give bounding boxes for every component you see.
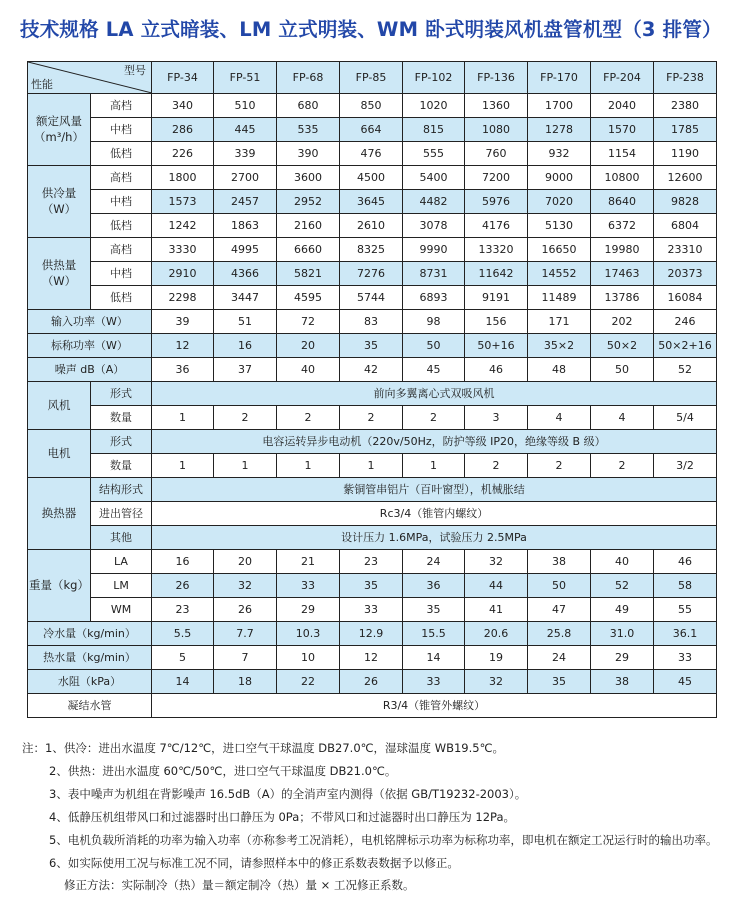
value-cell: 1154 (591, 142, 654, 166)
value-cell: 55 (654, 598, 717, 622)
heating-label (28, 238, 91, 310)
cooling-label (28, 166, 91, 238)
value-cell: 12 (152, 334, 214, 358)
water-resist-row (28, 670, 717, 694)
model-header: FP-204 (591, 62, 654, 94)
exchanger-row (28, 526, 717, 550)
value-cell: 18 (214, 670, 277, 694)
value-cell: 33 (403, 670, 465, 694)
row-label-unit: （W） (41, 274, 77, 288)
value-cell: 32 (465, 550, 528, 574)
level-label: 中档 (91, 262, 152, 286)
value-cell: 47 (528, 598, 591, 622)
value-cell: 1 (340, 454, 403, 478)
row-label-line: 供热量 (41, 258, 77, 272)
value-cell: 1 (152, 454, 214, 478)
heating-row (28, 286, 717, 310)
value-cell: 3600 (277, 166, 340, 190)
value-cell: 1800 (152, 166, 214, 190)
value-cell: 12 (340, 646, 403, 670)
value-cell: 202 (591, 310, 654, 334)
value-cell: 24 (403, 550, 465, 574)
value-cell: 48 (528, 358, 591, 382)
exchanger-other-label: 其他 (91, 526, 152, 550)
value-cell: 1242 (152, 214, 214, 238)
condensate-value: R3/4（锥管外螺纹） (152, 694, 717, 718)
value-cell: 13320 (465, 238, 528, 262)
motor-qty-row (28, 454, 717, 478)
value-cell: 16650 (528, 238, 591, 262)
level-label: 低档 (91, 142, 152, 166)
note-3: 3、表中噪声为机组在背影噪声 16.5dB（A）的全消声室内测得（依据 GB/T19232-2003）。 (49, 787, 527, 801)
value-cell: 2 (340, 406, 403, 430)
value-cell: 6660 (277, 238, 340, 262)
value-cell: 1 (277, 454, 340, 478)
model-header: FP-51 (214, 62, 277, 94)
value-cell: 19 (465, 646, 528, 670)
value-cell: 32 (214, 574, 277, 598)
value-cell: 2952 (277, 190, 340, 214)
value-cell: 14 (403, 646, 465, 670)
value-cell: 3 (465, 406, 528, 430)
cold-water-label: 冷水量（kg/min） (28, 622, 152, 646)
value-cell: 7020 (528, 190, 591, 214)
exchanger-other-value: 设计压力 1.6MPa，试验压力 2.5MPa (152, 526, 717, 550)
weight-type-label: WM (91, 598, 152, 622)
fan-qty-row (28, 406, 717, 430)
value-cell: 11642 (465, 262, 528, 286)
value-cell: 50+16 (465, 334, 528, 358)
value-cell: 5400 (403, 166, 465, 190)
value-cell: 246 (654, 310, 717, 334)
value-cell: 35 (340, 574, 403, 598)
value-cell: 39 (152, 310, 214, 334)
value-cell: 45 (403, 358, 465, 382)
value-cell: 3330 (152, 238, 214, 262)
rated-power-label: 标称功率（W） (28, 334, 152, 358)
value-cell: 4 (591, 406, 654, 430)
value-cell: 7200 (465, 166, 528, 190)
value-cell: 3447 (214, 286, 277, 310)
heating-row (28, 238, 717, 262)
value-cell: 9990 (403, 238, 465, 262)
condensate-row (28, 694, 717, 718)
value-cell: 46 (654, 550, 717, 574)
value-cell: 50 (591, 358, 654, 382)
exchanger-row (28, 502, 717, 526)
value-cell: 7276 (340, 262, 403, 286)
value-cell: 23 (340, 550, 403, 574)
value-cell: 33 (340, 598, 403, 622)
value-cell: 52 (591, 574, 654, 598)
value-cell: 1570 (591, 118, 654, 142)
motor-form-label: 形式 (91, 430, 152, 454)
value-cell: 46 (465, 358, 528, 382)
motor-label: 电机 (28, 430, 91, 478)
note-method: 修正方法：实际制冷（热）量＝额定制冷（热）量 × 工况修正系数。 (64, 878, 415, 892)
exchanger-pipe-label: 进出管径 (91, 502, 152, 526)
cold-water-row (28, 622, 717, 646)
value-cell: 226 (152, 142, 214, 166)
value-cell: 23310 (654, 238, 717, 262)
value-cell: 12.9 (340, 622, 403, 646)
model-header: FP-238 (654, 62, 717, 94)
value-cell: 680 (277, 94, 340, 118)
value-cell: 850 (340, 94, 403, 118)
value-cell: 8325 (340, 238, 403, 262)
value-cell: 20 (214, 550, 277, 574)
value-cell: 33 (654, 646, 717, 670)
value-cell: 83 (340, 310, 403, 334)
value-cell: 6893 (403, 286, 465, 310)
level-label: 高档 (91, 94, 152, 118)
value-cell: 4176 (465, 214, 528, 238)
exchanger-label: 换热器 (28, 478, 91, 550)
value-cell: 390 (277, 142, 340, 166)
value-cell: 14 (152, 670, 214, 694)
exchanger-pipe-value: Rc3/4（锥管内螺纹） (152, 502, 717, 526)
value-cell: 2 (465, 454, 528, 478)
value-cell: 22 (277, 670, 340, 694)
value-cell: 2457 (214, 190, 277, 214)
exchanger-row (28, 478, 717, 502)
value-cell: 6804 (654, 214, 717, 238)
value-cell: 535 (277, 118, 340, 142)
value-cell: 52 (654, 358, 717, 382)
value-cell: 476 (340, 142, 403, 166)
value-cell: 2 (528, 454, 591, 478)
value-cell: 35 (528, 670, 591, 694)
value-cell: 21 (277, 550, 340, 574)
value-cell: 29 (591, 646, 654, 670)
value-cell: 5130 (528, 214, 591, 238)
weight-type-label: LA (91, 550, 152, 574)
value-cell: 24 (528, 646, 591, 670)
value-cell: 1573 (152, 190, 214, 214)
value-cell: 1080 (465, 118, 528, 142)
airflow-row (28, 118, 717, 142)
weight-row (28, 550, 717, 574)
corner-perf-label: 性能 (31, 78, 53, 91)
value-cell: 8640 (591, 190, 654, 214)
cooling-row (28, 166, 717, 190)
value-cell: 2 (214, 406, 277, 430)
row-label-unit: （W） (41, 202, 77, 216)
value-cell: 45 (654, 670, 717, 694)
value-cell: 760 (465, 142, 528, 166)
value-cell: 5744 (340, 286, 403, 310)
cooling-row (28, 190, 717, 214)
airflow-row (28, 94, 717, 118)
weight-type-label: LM (91, 574, 152, 598)
model-header: FP-85 (340, 62, 403, 94)
value-cell: 98 (403, 310, 465, 334)
value-cell: 58 (654, 574, 717, 598)
row-label-line: 额定风量 (36, 114, 82, 128)
model-header: FP-34 (152, 62, 214, 94)
level-label: 中档 (91, 190, 152, 214)
value-cell: 44 (465, 574, 528, 598)
value-cell: 16 (152, 550, 214, 574)
value-cell: 2700 (214, 166, 277, 190)
header-row (28, 62, 717, 94)
model-header: FP-102 (403, 62, 465, 94)
value-cell: 15.5 (403, 622, 465, 646)
value-cell: 50×2+16 (654, 334, 717, 358)
value-cell: 20 (277, 334, 340, 358)
value-cell: 5 (152, 646, 214, 670)
row-label-unit: （m³/h） (34, 130, 84, 144)
value-cell: 4366 (214, 262, 277, 286)
value-cell: 340 (152, 94, 214, 118)
value-cell: 72 (277, 310, 340, 334)
value-cell: 2160 (277, 214, 340, 238)
spec-table (27, 61, 717, 718)
value-cell: 286 (152, 118, 214, 142)
value-cell: 20373 (654, 262, 717, 286)
value-cell: 1700 (528, 94, 591, 118)
fan-label: 风机 (28, 382, 91, 430)
value-cell: 35 (340, 334, 403, 358)
value-cell: 1785 (654, 118, 717, 142)
value-cell: 156 (465, 310, 528, 334)
value-cell: 42 (340, 358, 403, 382)
value-cell: 50 (403, 334, 465, 358)
value-cell: 50×2 (591, 334, 654, 358)
value-cell: 5/4 (654, 406, 717, 430)
value-cell: 171 (528, 310, 591, 334)
value-cell: 36.1 (654, 622, 717, 646)
weight-row (28, 574, 717, 598)
value-cell: 10800 (591, 166, 654, 190)
page-title: 技术规格 LA 立式暗装、LM 立式明装、WM 卧式明装风机盘管机型（3 排管） (20, 18, 722, 41)
value-cell: 10 (277, 646, 340, 670)
value-cell: 9000 (528, 166, 591, 190)
value-cell: 26 (152, 574, 214, 598)
value-cell: 2910 (152, 262, 214, 286)
value-cell: 5.5 (152, 622, 214, 646)
value-cell: 41 (465, 598, 528, 622)
value-cell: 2610 (340, 214, 403, 238)
value-cell: 555 (403, 142, 465, 166)
level-label: 低档 (91, 214, 152, 238)
corner-cell (28, 62, 152, 94)
airflow-label (28, 94, 91, 166)
level-label: 中档 (91, 118, 152, 142)
noise-label: 噪声 dB（A） (28, 358, 152, 382)
value-cell: 35 (403, 598, 465, 622)
value-cell: 23 (152, 598, 214, 622)
motor-qty-label: 数量 (91, 454, 152, 478)
input-power-label: 输入功率（W） (28, 310, 152, 334)
cooling-row (28, 214, 717, 238)
value-cell: 26 (340, 670, 403, 694)
value-cell: 1190 (654, 142, 717, 166)
note-6: 6、如实际使用工况与标准工况不同，请参照样本中的修正系数表数据予以修正。 (49, 856, 459, 870)
motor-form-row (28, 430, 717, 454)
value-cell: 5821 (277, 262, 340, 286)
value-cell: 50 (528, 574, 591, 598)
value-cell: 29 (277, 598, 340, 622)
value-cell: 3078 (403, 214, 465, 238)
value-cell: 13786 (591, 286, 654, 310)
value-cell: 25.8 (528, 622, 591, 646)
value-cell: 1863 (214, 214, 277, 238)
fan-form-label: 形式 (91, 382, 152, 406)
row-label-line: 供冷量 (41, 186, 77, 200)
exchanger-struct-label: 结构形式 (91, 478, 152, 502)
hot-water-label: 热水量（kg/min） (28, 646, 152, 670)
value-cell: 4 (528, 406, 591, 430)
value-cell: 4482 (403, 190, 465, 214)
value-cell: 40 (591, 550, 654, 574)
value-cell: 1278 (528, 118, 591, 142)
value-cell: 1 (403, 454, 465, 478)
value-cell: 14552 (528, 262, 591, 286)
level-label: 低档 (91, 286, 152, 310)
value-cell: 1 (214, 454, 277, 478)
value-cell: 8731 (403, 262, 465, 286)
rated-power-row (28, 334, 717, 358)
value-cell: 33 (277, 574, 340, 598)
value-cell: 815 (403, 118, 465, 142)
value-cell: 19980 (591, 238, 654, 262)
value-cell: 16 (214, 334, 277, 358)
value-cell: 4595 (277, 286, 340, 310)
value-cell: 16084 (654, 286, 717, 310)
hot-water-row (28, 646, 717, 670)
corner-model-label: 型号 (124, 64, 146, 77)
value-cell: 6372 (591, 214, 654, 238)
note-5: 5、电机负载所消耗的功率为输入功率（亦称参考工况消耗），电机铭牌标示功率为标称功率，即电机在额定工况运行时的输出功率。 (49, 833, 718, 847)
airflow-row (28, 142, 717, 166)
value-cell: 1 (152, 406, 214, 430)
value-cell: 2298 (152, 286, 214, 310)
value-cell: 37 (214, 358, 277, 382)
value-cell: 20.6 (465, 622, 528, 646)
value-cell: 445 (214, 118, 277, 142)
heating-row (28, 262, 717, 286)
value-cell: 7.7 (214, 622, 277, 646)
value-cell: 11489 (528, 286, 591, 310)
weight-row (28, 598, 717, 622)
motor-form-value: 电容运转异步电动机（220v/50Hz，防护等级 IP20，绝缘等级 B 级） (152, 430, 717, 454)
value-cell: 10.3 (277, 622, 340, 646)
value-cell: 3645 (340, 190, 403, 214)
value-cell: 7 (214, 646, 277, 670)
value-cell: 38 (528, 550, 591, 574)
note-4: 4、低静压机组带风口和过滤器时出口静压为 0Pa；不带风口和过滤器时出口静压为 12Pa。 (49, 810, 516, 824)
value-cell: 1360 (465, 94, 528, 118)
water-resist-label: 水阻（kPa） (28, 670, 152, 694)
value-cell: 49 (591, 598, 654, 622)
value-cell: 5976 (465, 190, 528, 214)
model-header: FP-136 (465, 62, 528, 94)
condensate-label: 凝结水管 (28, 694, 152, 718)
value-cell: 510 (214, 94, 277, 118)
value-cell: 40 (277, 358, 340, 382)
value-cell: 36 (403, 574, 465, 598)
value-cell: 9828 (654, 190, 717, 214)
note-2: 2、供热：进出水温度 60℃/50℃，进口空气干球温度 DB21.0℃。 (49, 764, 397, 778)
value-cell: 38 (591, 670, 654, 694)
value-cell: 2 (277, 406, 340, 430)
value-cell: 339 (214, 142, 277, 166)
note-1: 注：1、供冷：进出水温度 7℃/12℃，进口空气干球温度 DB27.0℃，湿球温度 WB19.5℃。 (22, 741, 504, 755)
value-cell: 12600 (654, 166, 717, 190)
model-header: FP-68 (277, 62, 340, 94)
value-cell: 31.0 (591, 622, 654, 646)
value-cell: 932 (528, 142, 591, 166)
value-cell: 2 (591, 454, 654, 478)
value-cell: 2 (403, 406, 465, 430)
value-cell: 4500 (340, 166, 403, 190)
value-cell: 4995 (214, 238, 277, 262)
value-cell: 51 (214, 310, 277, 334)
fan-form-row (28, 382, 717, 406)
exchanger-struct-value: 紫铜管串铝片（百叶窗型），机械胀结 (152, 478, 717, 502)
level-label: 高档 (91, 166, 152, 190)
value-cell: 9191 (465, 286, 528, 310)
value-cell: 35×2 (528, 334, 591, 358)
weight-label: 重量（kg） (28, 550, 91, 622)
fan-qty-label: 数量 (91, 406, 152, 430)
value-cell: 36 (152, 358, 214, 382)
value-cell: 17463 (591, 262, 654, 286)
value-cell: 664 (340, 118, 403, 142)
model-header: FP-170 (528, 62, 591, 94)
value-cell: 32 (465, 670, 528, 694)
value-cell: 3/2 (654, 454, 717, 478)
value-cell: 1020 (403, 94, 465, 118)
value-cell: 2040 (591, 94, 654, 118)
value-cell: 2380 (654, 94, 717, 118)
value-cell: 26 (214, 598, 277, 622)
noise-row (28, 358, 717, 382)
fan-form-value: 前向多翼离心式双吸风机 (152, 382, 717, 406)
input-power-row (28, 310, 717, 334)
level-label: 高档 (91, 238, 152, 262)
